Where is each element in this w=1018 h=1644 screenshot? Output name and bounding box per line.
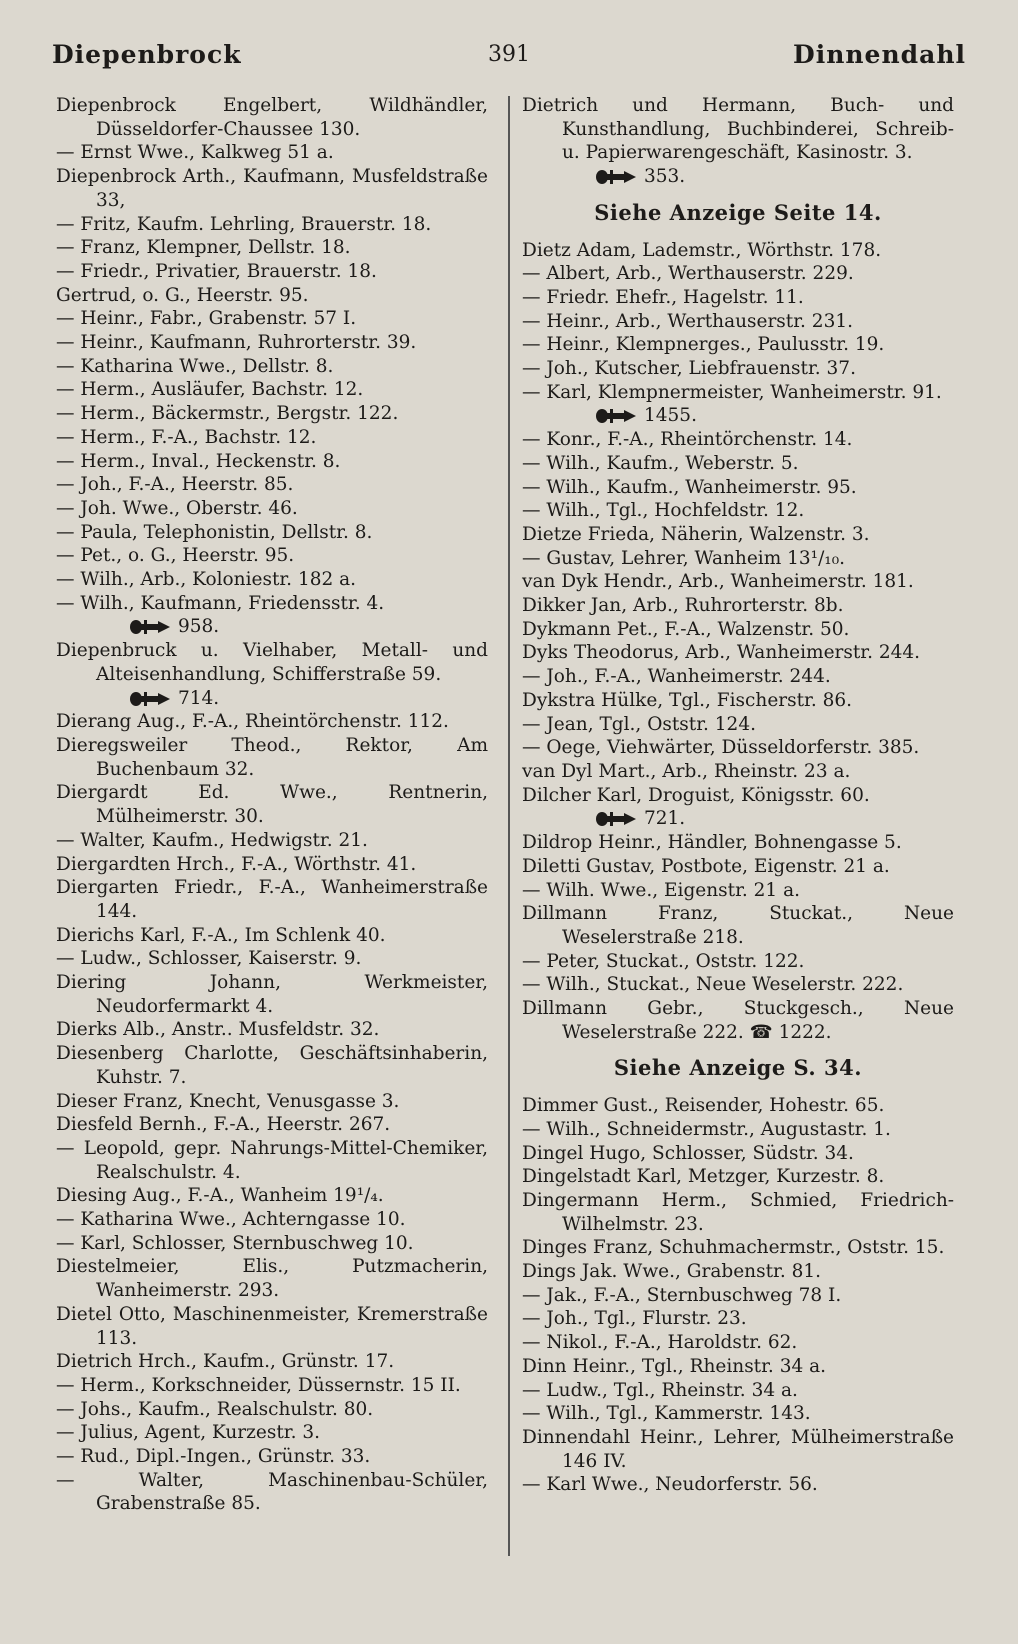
directory-entry: — Friedr. Ehefr., Hagelstr. 11. — [522, 286, 804, 308]
directory-entry: — Heinr., Arb., Werthauserstr. 231. — [522, 310, 854, 332]
directory-entry: van Dyk Hendr., Arb., Wanheimerstr. 181. — [522, 571, 914, 593]
directory-entry: — Ernst Wwe., Kalkweg 51 a. — [56, 142, 334, 164]
directory-entry: Diergardten Hrch., F.-A., Wörthstr. 41. — [56, 853, 417, 875]
directory-entry: Dillmann Gebr., Stuckgesch., Neue Weselerstraße 222. ☎ 1222. — [522, 998, 954, 1043]
directory-entry: Dimmer Gust., Reisender, Hohestr. 65. — [522, 1095, 885, 1117]
directory-entry: Dings Jak. Wwe., Grabenstr. 81. — [522, 1261, 822, 1283]
phone-number: 958. — [56, 615, 488, 639]
directory-entry: — Gustav, Lehrer, Wanheim 13¹/₁₀. — [522, 547, 846, 569]
directory-entry: — Katharina Wwe., Achterngasse 10. — [56, 1209, 406, 1231]
directory-entry: — Katharina Wwe., Dellstr. 8. — [56, 355, 334, 377]
directory-entry: Diesenberg Charlotte, Geschäftsinhaberin, Kuhstr. 7. — [56, 1043, 488, 1088]
directory-entry: — Leopold, gepr. Nahrungs-Mittel-Chemiker, Realschulstr. 4. — [56, 1137, 488, 1183]
directory-entry: Dietz Adam, Lademstr., Wörthstr. 178. — [522, 239, 882, 261]
directory-entry: — Joh., F.-A., Heerstr. 85. — [56, 474, 294, 496]
directory-entry: Dietel Otto, Maschinenmeister, Kremerstraße 113. — [56, 1303, 488, 1349]
directory-entry: — Karl, Klempnermeister, Wanheimerstr. 91. — [522, 381, 942, 403]
directory-entry: — Paula, Telephonistin, Dellstr. 8. — [56, 521, 373, 543]
directory-entry: Dierang Aug., F.-A., Rheintörchenstr. 112. — [56, 711, 449, 733]
directory-entry: — Heinr., Klempnerges., Paulusstr. 19. — [522, 334, 885, 356]
directory-entry: Dyks Theodorus, Arb., Wanheimerstr. 244. — [522, 642, 921, 664]
directory-entry: — Friedr., Privatier, Brauerstr. 18. — [56, 260, 377, 282]
directory-entry: Dietrich und Hermann, Buch- und Kunsthandlung, Buchbinderei, Schreib- u. Papierwarengeschäft, Kasinostr. 3. — [522, 95, 954, 164]
directory-entry: — Heinr., Fabr., Grabenstr. 57 I. — [56, 308, 357, 330]
directory-entry: — Wilh., Tgl., Kammerstr. 143. — [522, 1403, 811, 1425]
directory-entry: Diering Johann, Werkmeister, Neudorfermarkt 4. — [56, 972, 488, 1017]
directory-entry: Dieser Franz, Knecht, Venusgasse 3. — [56, 1090, 400, 1112]
directory-entry: Dildrop Heinr., Händler, Bohnengasse 5. — [522, 832, 902, 854]
directory-entry: — Wilh., Kaufmann, Friedensstr. 4. — [56, 592, 385, 614]
directory-entry: Dykmann Pet., F.-A., Walzenstr. 50. — [522, 618, 850, 640]
directory-entry: — Jak., F.-A., Sternbuschweg 78 I. — [522, 1284, 842, 1306]
directory-entry: — Herm., F.-A., Bachstr. 12. — [56, 426, 317, 448]
telephone-icon — [594, 407, 638, 425]
directory-entry: Dinnendahl Heinr., Lehrer, Mülheimerstraße 146 IV. — [522, 1426, 954, 1472]
directory-entry: — Wilh., Kaufm., Wanheimerstr. 95. — [522, 476, 857, 498]
directory-entry: — Joh. Wwe., Oberstr. 46. — [56, 497, 298, 519]
directory-entry: Dingermann Herm., Schmied, Friedrich-Wilhelmstr. 23. — [522, 1189, 954, 1235]
directory-entry: — Heinr., Kaufmann, Ruhrorterstr. 39. — [56, 332, 417, 354]
advertisement-reference: Siehe Anzeige S. 34. — [613, 1055, 863, 1081]
telephone-icon — [594, 810, 638, 828]
directory-entry: — Herm., Inval., Heckenstr. 8. — [56, 450, 341, 472]
directory-entry: — Wilh., Arb., Koloniestr. 182 a. — [56, 569, 357, 591]
directory-entry: — Wilh., Stuckat., Neue Weselerstr. 222. — [522, 974, 904, 996]
advertisement-reference: Siehe Anzeige Seite 14. — [594, 199, 882, 225]
directory-entry: — Johs., Kaufm., Realschulstr. 80. — [56, 1398, 374, 1420]
directory-entry: Diepenbrock Engelbert, Wildhändler, Düsseldorfer-Chaussee 130. — [56, 95, 488, 140]
page-number: 391 — [488, 42, 530, 67]
directory-entry: — Herm., Bäckermstr., Bergstr. 122. — [56, 403, 399, 425]
directory-entry: Diepenbrock Arth., Kaufmann, Musfeldstraße 33, — [56, 166, 488, 211]
directory-entry: Dinges Franz, Schuhmachermstr., Oststr. 15. — [522, 1237, 945, 1259]
directory-entry: Dingel Hugo, Schlosser, Südstr. 34. — [522, 1142, 854, 1164]
directory-entry: — Jean, Tgl., Oststr. 124. — [522, 713, 756, 735]
directory-entry: Diepenbruck u. Vielhaber, Metall- und Alteisenhandlung, Schifferstraße 59. — [56, 640, 488, 685]
directory-entry: Diergarten Friedr., F.-A., Wanheimerstraße 144. — [56, 877, 488, 922]
directory-entry: Diergardt Ed. Wwe., Rentnerin, Mülheimerstr. 30. — [56, 782, 488, 828]
directory-entry: — Wilh., Schneidermstr., Augustastr. 1. — [522, 1118, 891, 1140]
directory-entry: Dierichs Karl, F.-A., Im Schlenk 40. — [56, 924, 386, 946]
phone-number: 353. — [522, 165, 954, 189]
directory-entry: — Walter, Maschinenbau-Schüler, Grabenstraße 85. — [56, 1469, 488, 1515]
directory-entry: — Oege, Viehwärter, Düsseldorferstr. 385. — [522, 737, 920, 759]
left-column — [56, 94, 488, 1516]
telephone-icon — [594, 168, 638, 186]
directory-entry: Dilcher Karl, Droguist, Königsstr. 60. — [522, 784, 870, 806]
directory-entry: — Konr., F.-A., Rheintörchenstr. 14. — [522, 429, 853, 451]
directory-entry: — Wilh., Kaufm., Weberstr. 5. — [522, 452, 799, 474]
phone-number: 1455. — [522, 404, 954, 428]
directory-entry: van Dyl Mart., Arb., Rheinstr. 23 a. — [522, 760, 851, 782]
directory-entry: — Julius, Agent, Kurzestr. 3. — [56, 1422, 320, 1444]
directory-entry: — Nikol., F.-A., Haroldstr. 62. — [522, 1332, 798, 1354]
directory-entry: — Joh., F.-A., Wanheimerstr. 244. — [522, 666, 831, 688]
directory-entry: — Fritz, Kaufm. Lehrling, Brauerstr. 18. — [56, 213, 432, 235]
directory-entry: Diestelmeier, Elis., Putzmacherin, Wanheimerstr. 293. — [56, 1256, 488, 1302]
directory-entry: Dykstra Hülke, Tgl., Fischerstr. 86. — [522, 689, 853, 711]
directory-entry: Dingelstadt Karl, Metzger, Kurzestr. 8. — [522, 1166, 885, 1188]
telephone-icon — [128, 618, 172, 636]
directory-entry: — Albert, Arb., Werthauserstr. 229. — [522, 263, 854, 285]
right-column — [522, 94, 954, 1497]
directory-entry: Dikker Jan, Arb., Ruhrorterstr. 8b. — [522, 595, 844, 617]
directory-entry: Dillmann Franz, Stuckat., Neue Weselerstraße 218. — [522, 903, 954, 948]
directory-entry: — Wilh. Wwe., Eigenstr. 21 a. — [522, 879, 800, 901]
directory-entry: — Herm., Ausläufer, Bachstr. 12. — [56, 379, 364, 401]
page-header — [52, 40, 966, 74]
directory-entry: Dieregsweiler Theod., Rektor, Am Buchenbaum 32. — [56, 734, 488, 780]
header-last-entry: Dinnendahl — [793, 40, 966, 69]
directory-entry: — Ludw., Tgl., Rheinstr. 34 a. — [522, 1379, 798, 1401]
directory-entry: Diesing Aug., F.-A., Wanheim 19¹/₄. — [56, 1185, 384, 1207]
directory-entry: — Herm., Korkschneider, Düssernstr. 15 II. — [56, 1374, 461, 1396]
column-divider — [508, 96, 510, 1556]
directory-entry: — Pet., o. G., Heerstr. 95. — [56, 545, 295, 567]
directory-entry: — Karl Wwe., Neudorferstr. 56. — [522, 1474, 818, 1496]
directory-entry: Dinn Heinr., Tgl., Rheinstr. 34 a. — [522, 1355, 827, 1377]
directory-entry: — Karl, Schlosser, Sternbuschweg 10. — [56, 1232, 414, 1254]
directory-entry: — Wilh., Tgl., Hochfeldstr. 12. — [522, 500, 805, 522]
directory-entry: — Peter, Stuckat., Oststr. 122. — [522, 950, 805, 972]
directory-entry: Diletti Gustav, Postbote, Eigenstr. 21 a. — [522, 855, 890, 877]
directory-entry: — Joh., Tgl., Flurstr. 23. — [522, 1308, 747, 1330]
directory-entry: Dierks Alb., Anstr.. Musfeldstr. 32. — [56, 1019, 380, 1041]
header-first-entry: Diepenbrock — [52, 40, 242, 69]
directory-entry: — Walter, Kaufm., Hedwigstr. 21. — [56, 829, 368, 851]
directory-entry: — Ludw., Schlosser, Kaiserstr. 9. — [56, 948, 362, 970]
directory-entry: Dietrich Hrch., Kaufm., Grünstr. 17. — [56, 1351, 395, 1373]
directory-entry: Diesfeld Bernh., F.-A., Heerstr. 267. — [56, 1114, 391, 1136]
phone-number: 714. — [56, 687, 488, 711]
phone-number: 721. — [522, 807, 954, 831]
directory-entry: Gertrud, o. G., Heerstr. 95. — [56, 284, 309, 306]
directory-entry: Dietze Frieda, Näherin, Walzenstr. 3. — [522, 523, 870, 545]
directory-entry: — Franz, Klempner, Dellstr. 18. — [56, 237, 351, 259]
telephone-icon — [128, 690, 172, 708]
directory-entry: — Joh., Kutscher, Liebfrauenstr. 37. — [522, 358, 856, 380]
directory-entry: — Rud., Dipl.-Ingen., Grünstr. 33. — [56, 1446, 371, 1468]
